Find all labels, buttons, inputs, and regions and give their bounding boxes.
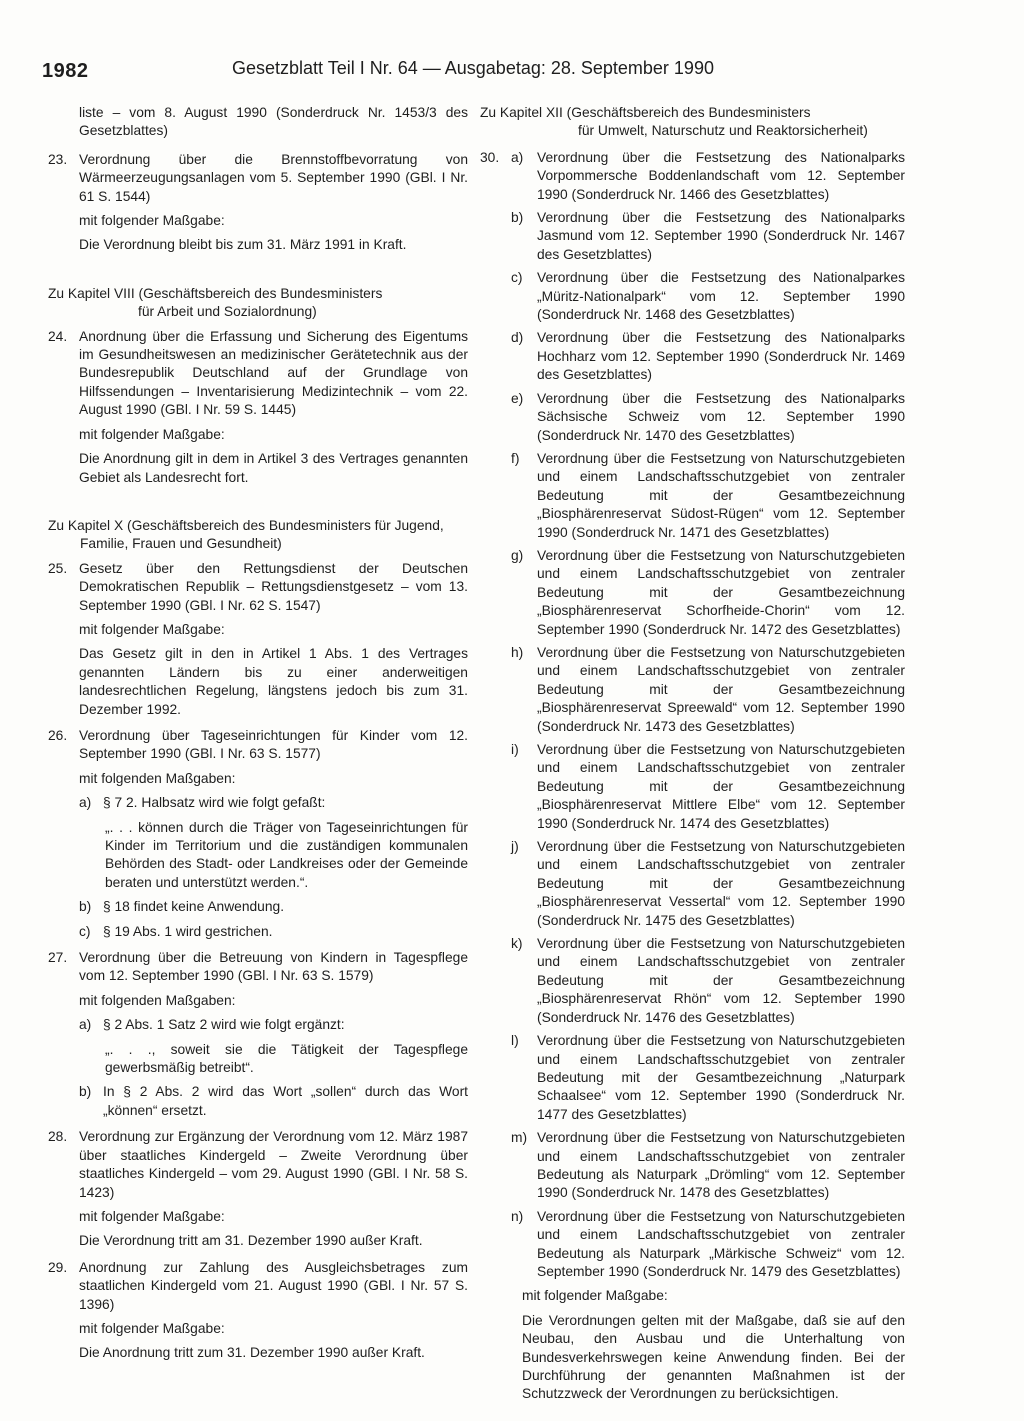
sub-letter: j) [511,839,519,855]
item-number: 26. [48,727,68,743]
item-28 [48,1128,468,1202]
provision-label: mit folgenden Maßgaben: [79,992,236,1008]
sub-text: § 19 Abs. 1 wird gestrichen. [103,923,273,939]
sub-text: Verordnung über die Festsetzung von Naturschutzgebieten und einem Landschaftsschutzgebiet von zentraler Bedeutung mit der Gesamtbezeichnung „Naturpark Schaalsee“ vom 12. September 1990 (Sonderdruck Nr. 1477 des Gesetzblattes) [537,1033,905,1122]
item-23 [48,151,468,206]
sub-text: Verordnung über die Festsetzung des Nationalparks Vorpommersche Boddenlandschaft vom 12. September 1990 (Sonderdruck Nr. 1466 des Gesetzblattes) [537,149,905,202]
sub-item-b [48,898,468,916]
provision-label: mit folgender Maßgabe: [79,621,225,637]
sub-text: Verordnung über die Festsetzung von Naturschutzgebieten und einem Landschaftsschutzgebiet von zentraler Bedeutung mit der Gesamtbezeichnung „Biosphärenreservat Schorfheide-Chorin“ vom 12. September 1990 (Sonderdruck Nr. 1472 des Gesetzblattes) [537,547,905,637]
item-26 [48,727,468,764]
sub-item-a [48,794,468,812]
item-30-list [480,149,905,1282]
chapter-line: Familie, Frauen und Gesundheit) [80,536,282,552]
chapter-line: für Arbeit und Sozialordnung) [138,304,317,320]
sub-item-b [48,1083,468,1120]
provision-label: mit folgenden Maßgaben: [79,770,236,786]
left-column [48,104,468,1369]
sub-letter: l) [511,1033,519,1049]
chapter-heading-viii [48,285,468,322]
item-text: Verordnung über die Betreuung von Kindern in Tagespflege vom 12. September 1990 (GBl. I Nr. 63 S. 1579) [79,950,468,984]
sub-text: Verordnung über die Festsetzung von Naturschutzgebieten und einem Landschaftsschutzgebiet von zentraler Bedeutung mit der Gesamtbezeichnung „Biosphärenreservat Vessertal“ vom 12. September 1990 (Sonderdruck Nr. 1475 des Gesetzblattes) [537,839,905,928]
provision-text: Das Gesetz gilt in den in Artikel 1 Abs. 1 des Vertrages genannten Ländern bis zu einer anderweitigen landesrechtlichen Regelung, längstens jedoch bis zum 31. Dezember 1992. [79,646,468,717]
provision-text: Die Verordnungen gelten mit der Maßgabe, daß sie auf den Neubau, den Ausbau und die Unterhaltung von Bundesverkehrswegen keine Anwendung finden. Bei der Durchführung der genannten Maßnahmen ist der Schutzzweck der Verordnungen zu berücksichtigen. [522,1312,905,1402]
sub-letter: c) [511,270,523,286]
item-text: Verordnung über die Brennstoffbevorratung von Wärmeerzeugungsanlagen vom 5. September 1990 (GBl. I Nr. 61 S. 1544) [79,151,468,204]
item-text: Anordnung über die Erfassung und Sicherung des Eigentums im Gesundheitswesen an medizinischer Gerätetechnik aus der Bundesrepublik Deutschland auf der Grundlage von Hilfssendungen – Inventarisierung Medizintechnik – vom 22. August 1990 (GBl. I Nr. 59 S. 1445) [79,328,468,418]
sub-item-h [480,644,905,736]
sub-item-i [480,741,905,833]
sub-item-f [480,450,905,542]
item-text: Anordnung zur Zahlung des Ausgleichsbetrages zum staatlichen Kindergeld vom 21. August 1990 (GBl. I Nr. 57 S. 1396) [79,1259,468,1312]
sub-item-a [480,149,905,204]
chapter-heading-x [48,517,468,554]
chapter-line: für Umwelt, Naturschutz und Reaktorsicherheit) [578,123,868,139]
sub-letter: m) [511,1130,528,1146]
chapter-line: Zu Kapitel VIII (Geschäftsbereich des Bundesministers [48,285,383,301]
page-number: 1982 [42,60,89,82]
sub-item-j [480,838,905,930]
sub-text: Verordnung über die Festsetzung des Nationalparkes „Müritz-Nationalpark“ vom 12. September 1990 (Sonderdruck Nr. 1468 des Gesetzblattes) [537,270,905,323]
sub-item-k [480,935,905,1027]
sub-letter: n) [511,1208,524,1224]
sub-item-c [480,269,905,324]
sub-item-d [480,329,905,384]
sub-letter: e) [511,390,524,406]
sub-letter: d) [511,330,524,346]
sub-text: Verordnung über die Festsetzung von Naturschutzgebieten und einem Landschaftsschutzgebiet von zentraler Bedeutung mit der Gesamtbezeichnung „Biosphärenreservat Rhön“ vom 12. September 1990 (Sonderdruck Nr. 1476 des Gesetzblattes) [537,936,905,1025]
sub-item-n [480,1208,905,1282]
sub-text: Verordnung über die Festsetzung von Naturschutzgebieten und einem Landschaftsschutzgebiet von zentraler Bedeutung mit der Gesamtbezeichnung „Biosphärenreservat Südost-Rügen“ vom 12. September 1990 (Sonderdruck Nr. 1471 des Gesetzblattes) [537,450,905,540]
item-number: 24. [48,328,68,344]
provision-text: Die Verordnung tritt am 31. Dezember 1990 außer Kraft. [79,1233,423,1249]
sub-text: Verordnung über die Festsetzung von Naturschutzgebieten und einem Landschaftsschutzgebiet von zentraler Bedeutung als Naturpark „Märkische Schweiz“ vom 12. September 1990 (Sonderdruck Nr. 1479 des Gesetzblattes) [537,1208,905,1279]
provision-label: mit folgender Maßgabe: [522,1288,668,1304]
sub-letter: a) [79,795,92,811]
sub-letter: h) [511,644,524,660]
sub-text: § 7 2. Halbsatz wird wie folgt gefaßt: [103,795,326,811]
provision-label: mit folgender Maßgabe: [79,213,225,229]
item-number: 28. [48,1129,68,1145]
item-text: Verordnung zur Ergänzung der Verordnung vom 12. März 1987 über staatliches Kindergeld – Zweite Verordnung über staatliches Kindergeld – vom 29. August 1990 (GBl. I Nr. 58 S. 1423) [79,1129,468,1200]
chapter-line: Zu Kapitel X (Geschäftsbereich des Bundesministers für Jugend, [48,517,444,533]
sub-text: § 2 Abs. 1 Satz 2 wird wie folgt ergänzt: [103,1017,345,1033]
sub-text: In § 2 Abs. 2 wird das Wort „sollen“ durch das Wort „können“ ersetzt. [103,1084,468,1118]
sub-text: Verordnung über die Festsetzung des Nationalparks Hochharz vom 12. September 1990 (Sonderdruck Nr. 1469 des Gesetzblattes) [537,330,905,383]
sub-letter: b) [79,1084,92,1100]
intro-continuation: liste – vom 8. August 1990 (Sonderdruck Nr. 1453/3 des Gesetzblattes) [79,105,468,139]
item-24 [48,328,468,420]
sub-letter [480,149,537,204]
sub-letter: f) [511,450,520,466]
sub-item-c [48,923,468,941]
item-number: 29. [48,1259,68,1275]
provision-label: mit folgender Maßgabe: [79,1208,225,1224]
sub-text: Verordnung über die Festsetzung des Nationalparks Sächsische Schweiz vom 12. September 1990 (Sonderdruck Nr. 1470 des Gesetzblattes) [537,390,905,443]
sub-letter-text: a) [511,149,524,165]
sub-text: Verordnung über die Festsetzung von Naturschutzgebieten und einem Landschaftsschutzgebiet von zentraler Bedeutung als Naturpark „Drömling“ vom 12. September 1990 (Sonderdruck Nr. 1478 des Gesetzblattes) [537,1130,905,1201]
sub-letter: i) [511,742,519,757]
provision-text: Die Anordnung tritt zum 31. Dezember 1990 außer Kraft. [79,1345,425,1361]
quoted-text: „. . . können durch die Träger von Tageseinrichtungen für Kinder im Territorium und die zuständigen kommunalen Behörden des Stadt- oder Landkreises oder der Gemeinde beraten und unterstützt werden.“. [105,819,468,890]
quoted-text: „. . ., soweit sie die Tätigkeit der Tagespflege gewerbsmäßig betreibt“. [105,1041,468,1076]
sub-letter: a) [79,1017,92,1033]
sub-text: Verordnung über die Festsetzung des Nationalparks Jasmund vom 12. September 1990 (Sonderdruck Nr. 1467 des Gesetzblattes) [537,210,905,262]
item-number: 23. [48,151,68,167]
sub-item-m [480,1129,905,1203]
chapter-line: Zu Kapitel XII (Geschäftsbereich des Bundesministers [480,105,811,120]
item-number: 30. [480,149,500,165]
sub-letter: b) [511,210,524,226]
page-header: Gesetzblatt Teil I Nr. 64 — Ausgabetag: 28. September 1990 [232,58,714,78]
sub-text: § 18 findet keine Anwendung. [103,899,285,915]
item-27 [48,949,468,986]
sub-letter: b) [79,899,92,915]
sub-text: Verordnung über die Festsetzung von Naturschutzgebieten und einem Landschaftsschutzgebiet von zentraler Bedeutung mit der Gesamtbezeichnung „Biosphärenreservat Mittlere Elbe“ vom 12. September 1990 (Sonderdruck Nr. 1474 des Gesetzblattes) [537,742,905,831]
right-column [480,104,905,1404]
chapter-heading-xii [480,104,905,141]
sub-letter: c) [79,923,91,939]
provision-label: mit folgender Maßgabe: [79,426,225,442]
item-text: Verordnung über Tageseinrichtungen für Kinder vom 12. September 1990 (GBl. I Nr. 63 S. 1577) [79,727,468,762]
sub-item-g [480,547,905,639]
sub-item-e [480,390,905,445]
item-29 [48,1259,468,1314]
item-number: 25. [48,560,68,576]
sub-item-l [480,1032,905,1124]
provision-label: mit folgender Maßgabe: [79,1320,225,1336]
sub-letter: k) [511,936,523,952]
sub-letter: g) [511,547,524,563]
sub-item-b [480,209,905,264]
sub-text: Verordnung über die Festsetzung von Naturschutzgebieten und einem Landschaftsschutzgebiet von zentraler Bedeutung mit der Gesamtbezeichnung „Biosphärenreservat Spreewald“ vom 12. September 1990 (Sonderdruck Nr. 1473 des Gesetzblattes) [537,644,905,734]
item-text: Gesetz über den Rettungsdienst der Deutschen Demokratischen Republik – Rettungsdienstgesetz – vom 13. September 1990 (GBl. I Nr. 62 S. 1547) [79,560,468,613]
provision-text: Die Anordnung gilt in dem in Artikel 3 des Vertrages genannten Gebiet als Landesrecht fort. [79,451,468,485]
item-number: 27. [48,950,68,966]
sub-item-a [48,1016,468,1034]
provision-text: Die Verordnung bleibt bis zum 31. März 1991 in Kraft. [79,237,407,253]
item-25 [48,560,468,615]
